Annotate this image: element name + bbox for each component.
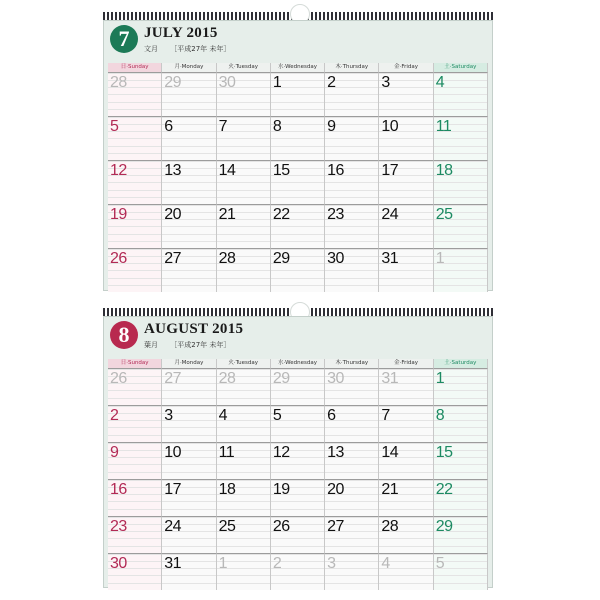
day-cell[interactable] xyxy=(108,204,162,248)
day-cell[interactable] xyxy=(325,479,379,516)
day-cell[interactable] xyxy=(162,442,216,479)
day-number: 3 xyxy=(381,74,390,91)
day-cell[interactable] xyxy=(108,160,162,204)
day-number: 10 xyxy=(381,118,399,135)
day-number: 29 xyxy=(435,518,453,535)
day-cell[interactable] xyxy=(271,405,325,442)
week-row xyxy=(108,248,488,292)
day-number: 6 xyxy=(164,118,173,135)
weekday-wednesday: 水·Wednesday xyxy=(271,63,325,72)
day-number: 26 xyxy=(110,370,127,387)
day-number: 21 xyxy=(218,206,236,223)
day-cell[interactable] xyxy=(162,160,216,204)
day-number: 7 xyxy=(381,407,390,424)
day-cell[interactable] xyxy=(217,405,271,442)
day-number: 5 xyxy=(272,407,282,424)
day-cell[interactable] xyxy=(325,72,379,116)
weekday-tuesday: 火·Tuesday xyxy=(217,359,271,368)
day-cell[interactable] xyxy=(379,248,433,292)
day-cell[interactable] xyxy=(434,72,488,116)
day-number: 31 xyxy=(381,370,399,387)
weekday-tuesday: 火·Tuesday xyxy=(217,63,271,72)
day-number: 1 xyxy=(435,370,445,387)
day-number: 17 xyxy=(164,481,182,498)
day-cell[interactable] xyxy=(271,368,325,405)
july-weeks xyxy=(108,72,488,292)
day-number: 28 xyxy=(218,370,236,387)
weekday-monday: 月·Monday xyxy=(162,359,216,368)
day-cell[interactable] xyxy=(379,72,433,116)
day-cell[interactable] xyxy=(217,516,271,553)
day-cell[interactable] xyxy=(379,405,433,442)
day-cell[interactable] xyxy=(271,204,325,248)
week-row xyxy=(108,405,488,442)
day-cell[interactable] xyxy=(271,116,325,160)
day-cell[interactable] xyxy=(434,405,488,442)
day-cell[interactable] xyxy=(162,479,216,516)
day-number: 30 xyxy=(110,555,127,572)
day-number: 9 xyxy=(327,118,336,135)
month-japanese-name: 葉月 xyxy=(144,341,158,349)
day-cell[interactable] xyxy=(108,368,162,405)
day-cell[interactable] xyxy=(325,516,379,553)
day-cell[interactable] xyxy=(162,248,216,292)
day-number: 12 xyxy=(110,162,127,179)
day-number: 27 xyxy=(327,518,344,535)
week-row xyxy=(108,479,488,516)
day-cell[interactable] xyxy=(162,405,216,442)
day-cell[interactable] xyxy=(162,72,216,116)
week-row xyxy=(108,516,488,553)
day-number: 1 xyxy=(218,555,227,572)
weekday-saturday: 土·Saturday xyxy=(434,359,488,368)
day-number: 30 xyxy=(327,370,344,387)
day-number: 30 xyxy=(218,74,236,91)
day-cell[interactable] xyxy=(108,553,162,590)
day-cell[interactable] xyxy=(379,516,433,553)
day-cell[interactable] xyxy=(434,116,488,160)
day-cell[interactable] xyxy=(217,248,271,292)
day-cell[interactable] xyxy=(379,553,433,590)
weekday-monday: 月·Monday xyxy=(162,63,216,72)
day-cell[interactable] xyxy=(434,204,488,248)
day-number: 8 xyxy=(435,407,445,424)
day-cell[interactable] xyxy=(162,553,216,590)
day-number: 29 xyxy=(272,370,290,387)
day-number: 27 xyxy=(164,250,182,267)
day-number: 9 xyxy=(110,444,119,461)
day-number: 26 xyxy=(272,518,290,535)
day-number: 16 xyxy=(327,162,344,179)
weekday-friday: 金·Friday xyxy=(379,63,433,72)
weekday-header xyxy=(108,359,488,368)
day-number: 2 xyxy=(327,74,336,91)
era-year: ［平成27年 未年］ xyxy=(170,341,231,349)
day-number: 4 xyxy=(435,74,445,91)
month-badge-july: 7 xyxy=(110,25,138,53)
day-cell[interactable] xyxy=(325,368,379,405)
day-number: 13 xyxy=(327,444,344,461)
day-number: 2 xyxy=(272,555,282,572)
day-number: 6 xyxy=(327,407,336,424)
day-number: 2 xyxy=(110,407,119,424)
weekday-thursday: 木·Thursday xyxy=(325,359,379,368)
july-calendar xyxy=(103,20,493,291)
day-cell[interactable] xyxy=(325,553,379,590)
day-cell[interactable] xyxy=(108,516,162,553)
day-number: 28 xyxy=(110,74,127,91)
day-number: 22 xyxy=(435,481,453,498)
day-cell[interactable] xyxy=(271,479,325,516)
week-row xyxy=(108,160,488,204)
day-cell[interactable] xyxy=(217,72,271,116)
weekday-wednesday: 水·Wednesday xyxy=(271,359,325,368)
day-cell[interactable] xyxy=(108,116,162,160)
day-number: 23 xyxy=(110,518,127,535)
day-number: 4 xyxy=(381,555,390,572)
day-number: 3 xyxy=(164,407,173,424)
day-cell[interactable] xyxy=(325,248,379,292)
day-cell[interactable] xyxy=(162,204,216,248)
day-number: 19 xyxy=(272,481,290,498)
day-cell[interactable] xyxy=(217,553,271,590)
day-number: 20 xyxy=(327,481,344,498)
day-number: 8 xyxy=(272,118,282,135)
day-cell[interactable] xyxy=(434,479,488,516)
day-cell[interactable] xyxy=(217,116,271,160)
day-number: 17 xyxy=(381,162,399,179)
day-cell[interactable] xyxy=(271,516,325,553)
day-cell[interactable] xyxy=(217,479,271,516)
day-number: 14 xyxy=(381,444,399,461)
day-number: 24 xyxy=(164,518,182,535)
week-row xyxy=(108,368,488,405)
august-grid xyxy=(108,359,488,590)
day-cell[interactable] xyxy=(217,442,271,479)
day-number: 7 xyxy=(218,118,227,135)
day-cell[interactable] xyxy=(108,405,162,442)
day-number: 1 xyxy=(435,250,445,267)
month-japanese-name: 文月 xyxy=(144,45,158,53)
day-number: 28 xyxy=(218,250,236,267)
day-cell[interactable] xyxy=(271,248,325,292)
day-cell[interactable] xyxy=(162,368,216,405)
day-number: 16 xyxy=(110,481,127,498)
day-number: 11 xyxy=(218,444,235,461)
august-weeks xyxy=(108,368,488,590)
day-number: 31 xyxy=(381,250,399,267)
august-calendar xyxy=(103,316,493,588)
day-cell[interactable] xyxy=(379,479,433,516)
day-cell[interactable] xyxy=(325,442,379,479)
july-grid xyxy=(108,63,488,292)
day-number: 28 xyxy=(381,518,399,535)
day-number: 29 xyxy=(272,250,290,267)
day-number: 1 xyxy=(272,74,282,91)
day-number: 15 xyxy=(435,444,453,461)
day-number: 27 xyxy=(164,370,182,387)
day-number: 12 xyxy=(272,444,290,461)
day-number: 21 xyxy=(381,481,399,498)
day-cell[interactable] xyxy=(271,553,325,590)
day-number: 10 xyxy=(164,444,182,461)
day-cell[interactable] xyxy=(108,479,162,516)
day-cell[interactable] xyxy=(434,516,488,553)
day-cell[interactable] xyxy=(379,368,433,405)
day-cell[interactable] xyxy=(217,160,271,204)
weekday-thursday: 木·Thursday xyxy=(325,63,379,72)
day-number: 29 xyxy=(164,74,182,91)
weekday-header xyxy=(108,63,488,72)
day-cell[interactable] xyxy=(108,442,162,479)
week-row xyxy=(108,72,488,116)
day-number: 19 xyxy=(110,206,127,223)
weekday-sunday: 日·Sunday xyxy=(108,63,162,72)
day-cell[interactable] xyxy=(434,368,488,405)
week-row xyxy=(108,553,488,590)
day-cell[interactable] xyxy=(162,116,216,160)
day-cell[interactable] xyxy=(271,160,325,204)
weekday-sunday: 日·Sunday xyxy=(108,359,162,368)
day-number: 3 xyxy=(327,555,336,572)
day-cell[interactable] xyxy=(162,516,216,553)
day-cell[interactable] xyxy=(325,204,379,248)
day-cell[interactable] xyxy=(379,204,433,248)
day-number: 23 xyxy=(327,206,344,223)
day-cell[interactable] xyxy=(325,116,379,160)
era-year: ［平成27年 未年］ xyxy=(170,45,231,53)
day-number: 4 xyxy=(218,407,227,424)
day-cell[interactable] xyxy=(434,160,488,204)
day-number: 22 xyxy=(272,206,290,223)
weekday-friday: 金·Friday xyxy=(379,359,433,368)
day-cell[interactable] xyxy=(434,248,488,292)
day-number: 26 xyxy=(110,250,127,267)
day-number: 31 xyxy=(164,555,182,572)
week-row xyxy=(108,116,488,160)
day-number: 5 xyxy=(110,118,119,135)
day-number: 5 xyxy=(435,555,445,572)
day-number: 20 xyxy=(164,206,182,223)
day-number: 18 xyxy=(218,481,236,498)
day-number: 15 xyxy=(272,162,290,179)
day-cell[interactable] xyxy=(108,72,162,116)
day-number: 14 xyxy=(218,162,236,179)
day-cell[interactable] xyxy=(271,442,325,479)
month-badge-august: 8 xyxy=(110,321,138,349)
day-number: 13 xyxy=(164,162,182,179)
day-number: 11 xyxy=(435,118,452,135)
month-title-july: JULY 2015 xyxy=(144,25,218,41)
day-cell[interactable] xyxy=(217,368,271,405)
month-title-august: AUGUST 2015 xyxy=(144,321,244,337)
day-cell[interactable] xyxy=(434,442,488,479)
day-number: 25 xyxy=(435,206,453,223)
day-cell[interactable] xyxy=(379,160,433,204)
week-row xyxy=(108,442,488,479)
week-row xyxy=(108,204,488,248)
day-cell[interactable] xyxy=(325,160,379,204)
day-number: 30 xyxy=(327,250,344,267)
day-number: 24 xyxy=(381,206,399,223)
day-number: 18 xyxy=(435,162,453,179)
day-cell[interactable] xyxy=(379,442,433,479)
day-cell[interactable] xyxy=(108,248,162,292)
day-cell[interactable] xyxy=(379,116,433,160)
month-subtitle-july xyxy=(144,44,240,54)
day-cell[interactable] xyxy=(325,405,379,442)
day-cell[interactable] xyxy=(434,553,488,590)
day-number: 25 xyxy=(218,518,236,535)
day-cell[interactable] xyxy=(217,204,271,248)
weekday-saturday: 土·Saturday xyxy=(434,63,488,72)
month-subtitle-august xyxy=(144,340,240,350)
day-cell[interactable] xyxy=(271,72,325,116)
